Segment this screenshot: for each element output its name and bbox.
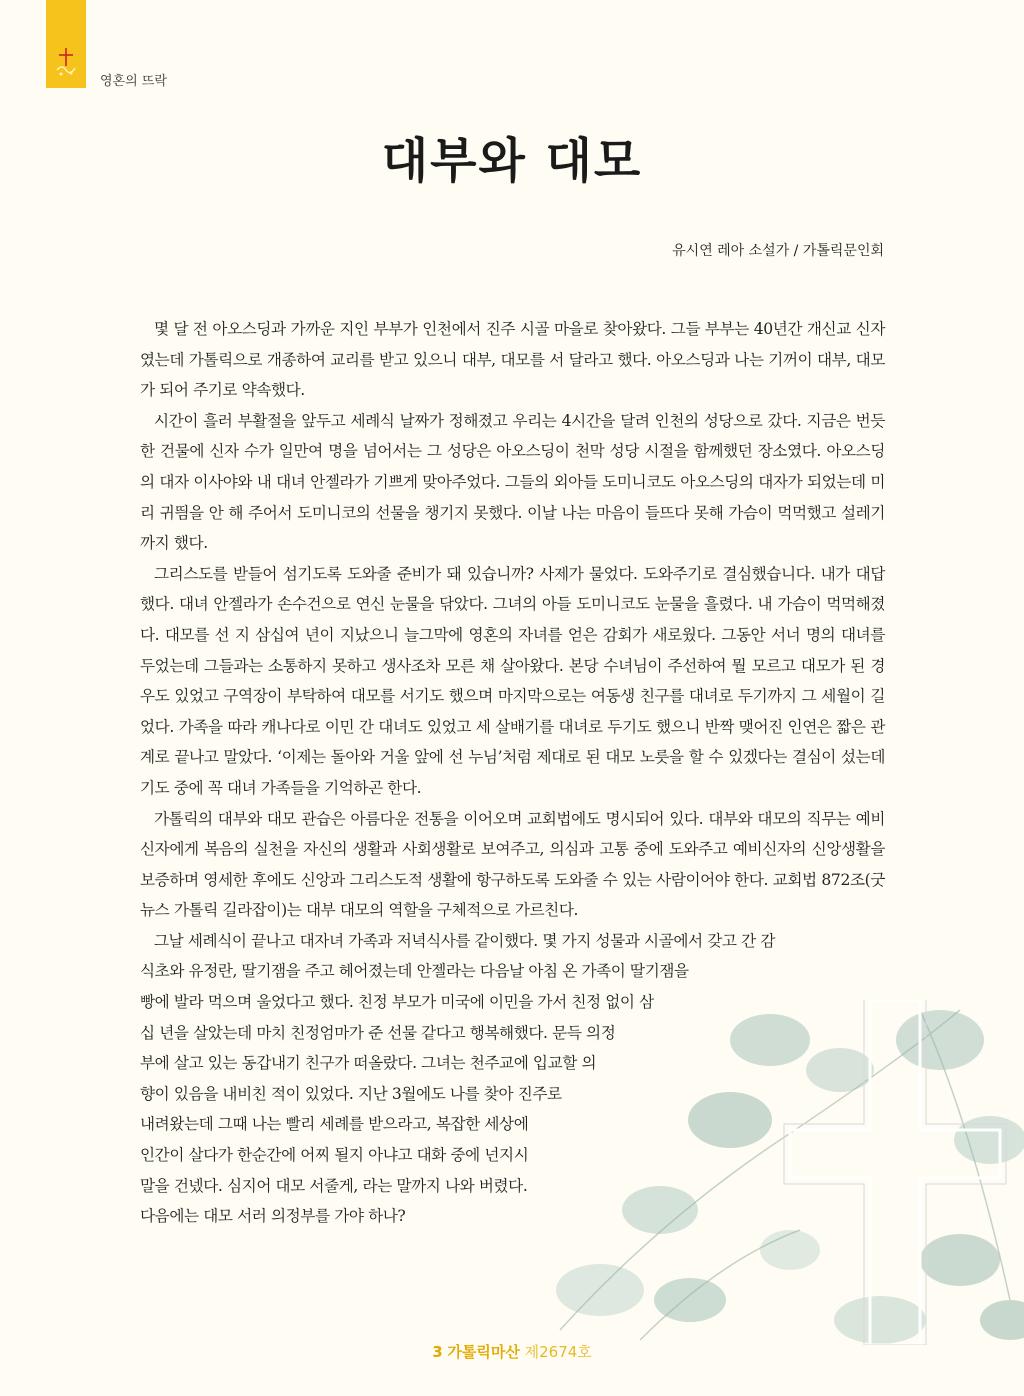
cross-logo-icon [54,46,78,86]
paragraph: 그리스도를 받들어 섬기도록 도와줄 준비가 돼 있습니까? 사제가 물었다. 도와주기로 결심했습니다. 내가 대답했다. 대녀 안젤라가 손수건으로 연신 눈물을 닦았다. 그녀의 아들 도미니코도 눈물을 흘렸다. 내 가슴이 먹먹해졌다. 대모를 선 지 삼십여 년이 지났으니 늘그막에 영혼의 자녀를 얻은 감회가 새로웠다. 그동안 서너 명의 대녀를 두었는데 그들과는 소통하지 못하고 생사조차 모른 채 살아왔다. 본당 수녀님이 주선하여 뭘 모르고 대모가 된 경우도 있었고 구역장이 부탁하여 대모를 서기도 했으며 마지막으로는 여동생 친구를 대녀로 두기까지 그 세월이 길었다. 가족을 따라 캐나다로 이민 간 대녀도 있었고 세 살배기를 대녀로 두기도 했으니 반짝 맺어진 인연은 짧은 관계로 끝나고 말았다. ‘이제는 돌아와 거울 앞에 선 누님’처럼 제대로 된 대모 노릇을 할 수 있겠다는 결심이 섰는데 기도 중에 꼭 대녀 가족들을 기억하곤 한다. [140,564,885,797]
text-line: 내려왔는데 그때 나는 빨리 세례를 받으라고, 복잡한 세상에 [140,1115,529,1134]
article-author: 유시연 레아 소설가 / 가톨릭문인회 [672,243,884,259]
text-line: 십 년을 살았는데 마치 친정엄마가 준 선물 같다고 행복해했다. 문득 의정 [140,1023,616,1042]
page-footer [0,1341,1024,1362]
text-line: 식초와 유정란, 딸기잼을 주고 헤어졌는데 안젤라는 다음날 아침 온 가족이 딸기잼을 [140,962,689,981]
text-line: 말을 건넸다. 심지어 대모 서줄게, 라는 말까지 나와 버렸다. [140,1176,528,1195]
paragraph: 몇 달 전 아오스딩과 가까운 지인 부부가 인천에서 진주 시골 마을로 찾아왔다. 그들 부부는 40년간 개신교 신자였는데 가톨릭으로 개종하여 교리를 받고 있으니 대부, 대모를 서 달라고 했다. 아오스딩과 나는 기꺼이 대부, 대모가 되어 주기로 약속했다. [140,320,885,400]
text-line: 그날 세례식이 끝나고 대자녀 가족과 저녁식사를 같이했다. 몇 가지 성물과 시골에서 갖고 간 감 [154,931,776,950]
text-line: 인간이 살다가 한순간에 어찌 될지 아냐고 대화 중에 넌지시 [140,1146,529,1165]
page-number: 3 [432,1343,443,1361]
section-label: 영혼의 뜨락 [100,74,167,89]
text-line: 향이 있음을 내비친 적이 있었다. 지난 3월에도 나를 찾아 진주로 [140,1084,562,1103]
article-body [140,314,885,1232]
text-line: 빵에 발라 먹으며 울었다고 했다. 친정 부모가 미국에 이민을 가서 친정 없이 삼 [140,993,654,1012]
text-line: 부에 살고 있는 동갑내기 친구가 떠올랐다. 그녀는 천주교에 입교할 의 [140,1054,597,1073]
paragraph: 시간이 흘러 부활절을 앞두고 세례식 날짜가 정해졌고 우리는 4시간을 달려 인천의 성당으로 갔다. 지금은 번듯한 건물에 신자 수가 일만여 명을 넘어서는 그 성당은 아오스딩이 천막 성당 시절을 함께했던 장소였다. 아오스딩의 대자 이사야와 내 대녀 안젤라가 기쁘게 맞아주었다. 그들의 외아들 도미니코도 아오스딩의 대자가 되었는데 미리 귀띔을 안 해 주어서 도미니코의 선물을 챙기지 못했다. 이날 나는 마음이 들뜨다 못해 가슴이 먹먹했고 설레기까지 했다. [140,411,885,553]
text-line: 다음에는 대모 서러 의정부를 가야 하나? [140,1207,406,1226]
publication-name: 가톨릭마산 [447,1343,520,1361]
issue-number: 제2674호 [524,1343,592,1361]
paragraph: 가톨릭의 대부와 대모 관습은 아름다운 전통을 이어오며 교회법에도 명시되어 있다. 대부와 대모의 직무는 예비신자에게 복음의 실천을 자신의 생활과 사회생활로 보여주고, 의심과 고통 중에 도와주고 예비신자의 신앙생활을 보증하며 영세한 후에도 신앙과 그리스도적 생활에 항구하도록 도와줄 수 있는 사람이어야 한다. 교회법 872조(굿뉴스 가톨릭 길라잡이)는 대부 대모의 역할을 구체적으로 가르친다. [140,809,885,920]
article-title: 대부와 대모 [381,133,643,189]
last-paragraph [140,926,885,957]
section-tab [46,0,86,88]
